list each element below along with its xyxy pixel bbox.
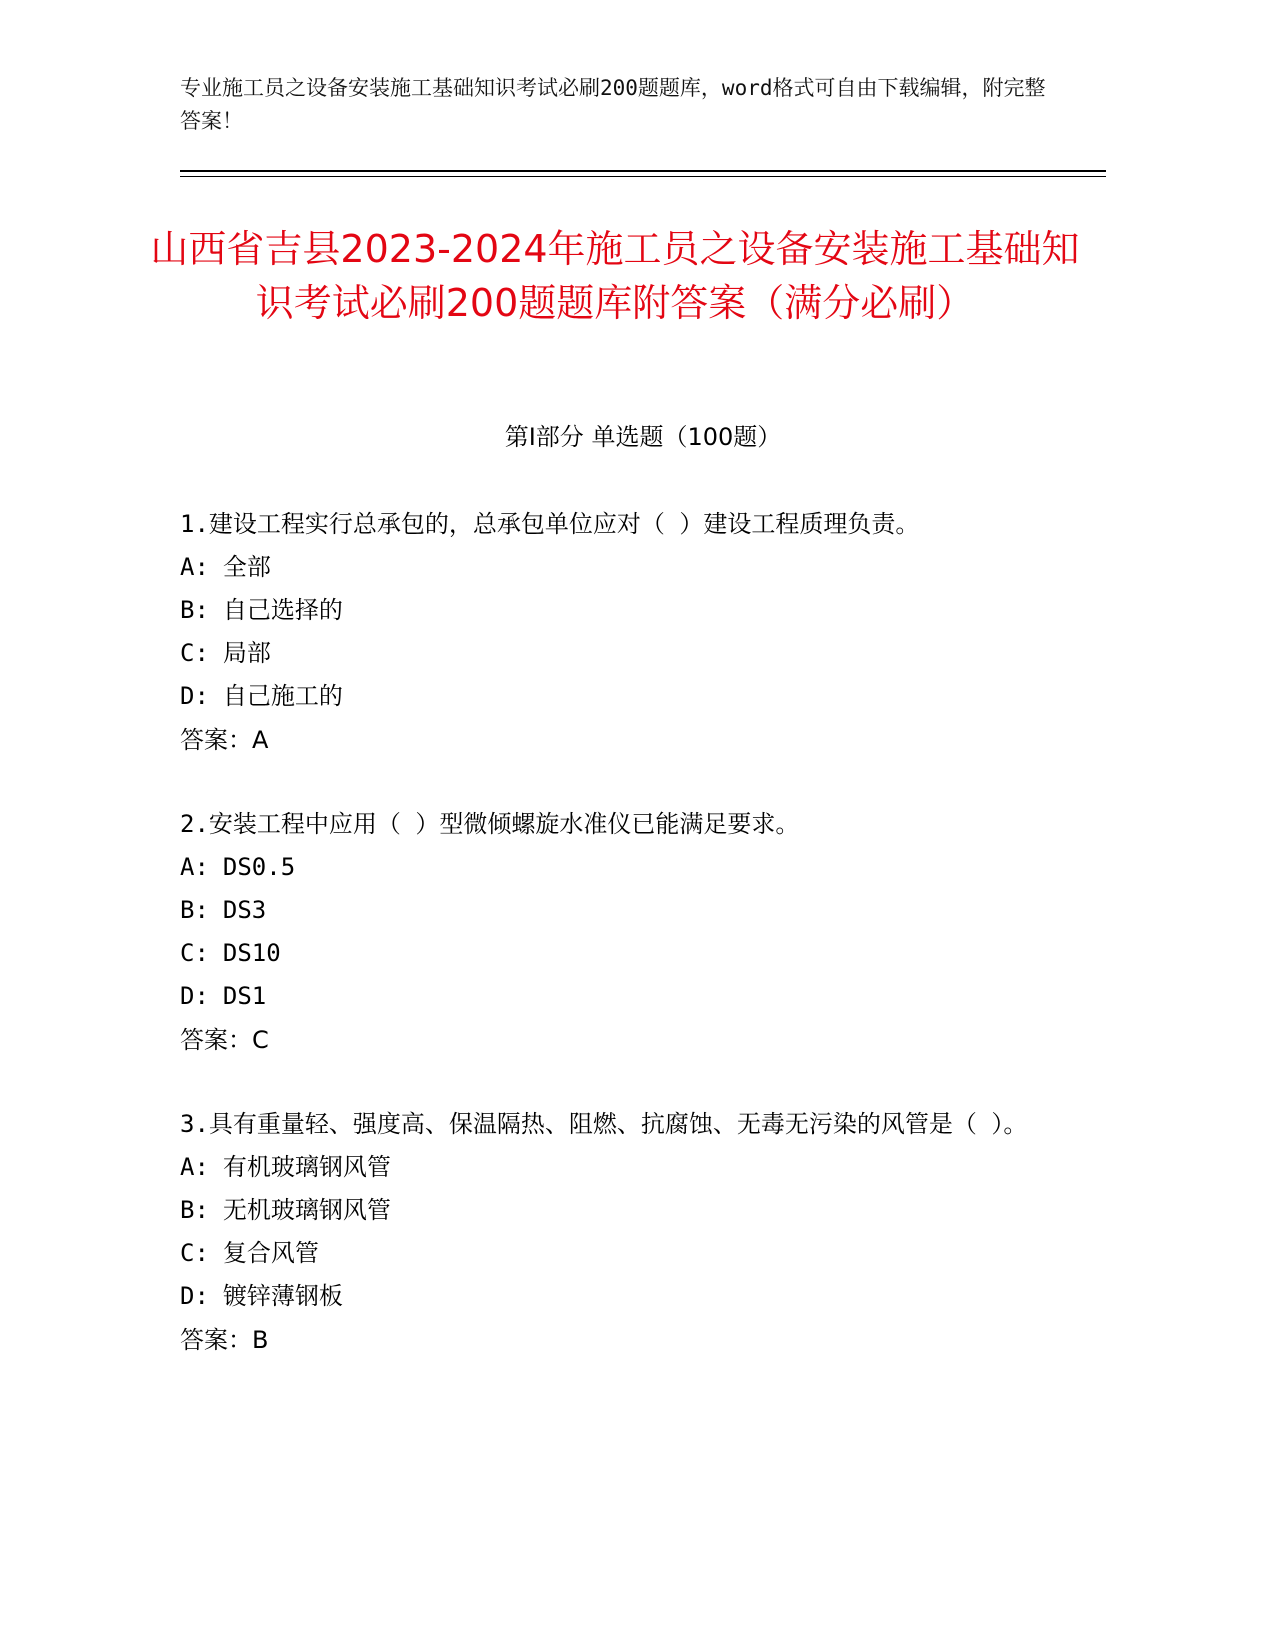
answer-line: 答案：C <box>180 1026 269 1054</box>
option-text: DS1 <box>222 982 267 1010</box>
option-text: 复合风管 <box>222 1239 319 1267</box>
question-stem: 2.安装工程中应用（ ）型微倾螺旋水准仪已能满足要求。 <box>180 810 800 838</box>
option-letter: B: <box>180 596 209 624</box>
answer-line: 答案：A <box>180 726 269 754</box>
answer-line: 答案：B <box>180 1326 269 1354</box>
option-letter: C: <box>180 939 209 967</box>
option-letter: C: <box>180 1239 209 1267</box>
option-text: 有机玻璃钢风管 <box>222 1153 391 1181</box>
option-a <box>180 846 1040 889</box>
option-letter: D: <box>180 1282 209 1310</box>
option-b <box>180 1189 1040 1232</box>
option-letter: B: <box>180 896 209 924</box>
option-a <box>180 1146 1040 1189</box>
option-letter: A: <box>180 853 209 881</box>
question-1 <box>180 503 1040 762</box>
header-note: 专业施工员之设备安装施工基础知识考试必刷200题题库，word格式可自由下载编辑，附完整答案！ <box>180 76 1046 133</box>
question-list <box>180 503 1040 1403</box>
option-text: 自己选择的 <box>222 596 343 624</box>
option-d <box>180 675 1040 718</box>
option-letter: A: <box>180 553 209 581</box>
option-text: DS0.5 <box>222 853 296 881</box>
option-text: 镀锌薄钢板 <box>222 1282 343 1310</box>
option-c <box>180 632 1040 675</box>
option-letter: D: <box>180 982 209 1010</box>
option-c <box>180 1232 1040 1275</box>
question-3 <box>180 1103 1040 1362</box>
option-a <box>180 546 1040 589</box>
option-b <box>180 889 1040 932</box>
option-text: DS10 <box>222 939 281 967</box>
section-heading: 第Ⅰ部分 单选题（100题） <box>504 423 782 451</box>
option-text: 局部 <box>222 639 271 667</box>
option-letter: B: <box>180 1196 209 1224</box>
option-text: 全部 <box>222 553 271 581</box>
option-d <box>180 975 1040 1018</box>
question-stem: 1.建设工程实行总承包的，总承包单位应对（ ）建设工程质理负责。 <box>180 510 920 538</box>
option-letter: A: <box>180 1153 209 1181</box>
option-b <box>180 589 1040 632</box>
option-d <box>180 1275 1040 1318</box>
header-rule-thick <box>180 170 1106 172</box>
option-letter: C: <box>180 639 209 667</box>
question-2 <box>180 803 1040 1062</box>
option-c <box>180 932 1040 975</box>
option-text: DS3 <box>222 896 267 924</box>
header-rule-thin <box>180 176 1106 177</box>
option-letter: D: <box>180 682 209 710</box>
question-stem: 3.具有重量轻、强度高、保温隔热、阻燃、抗腐蚀、无毒无污染的风管是（ ）。 <box>180 1110 1028 1138</box>
document-title: 山西省吉县2023-2024年施工员之设备安装施工基础知识考试必刷200题题库附答案（满分必刷） <box>150 227 1080 325</box>
option-text: 自己施工的 <box>222 682 343 710</box>
option-text: 无机玻璃钢风管 <box>222 1196 391 1224</box>
